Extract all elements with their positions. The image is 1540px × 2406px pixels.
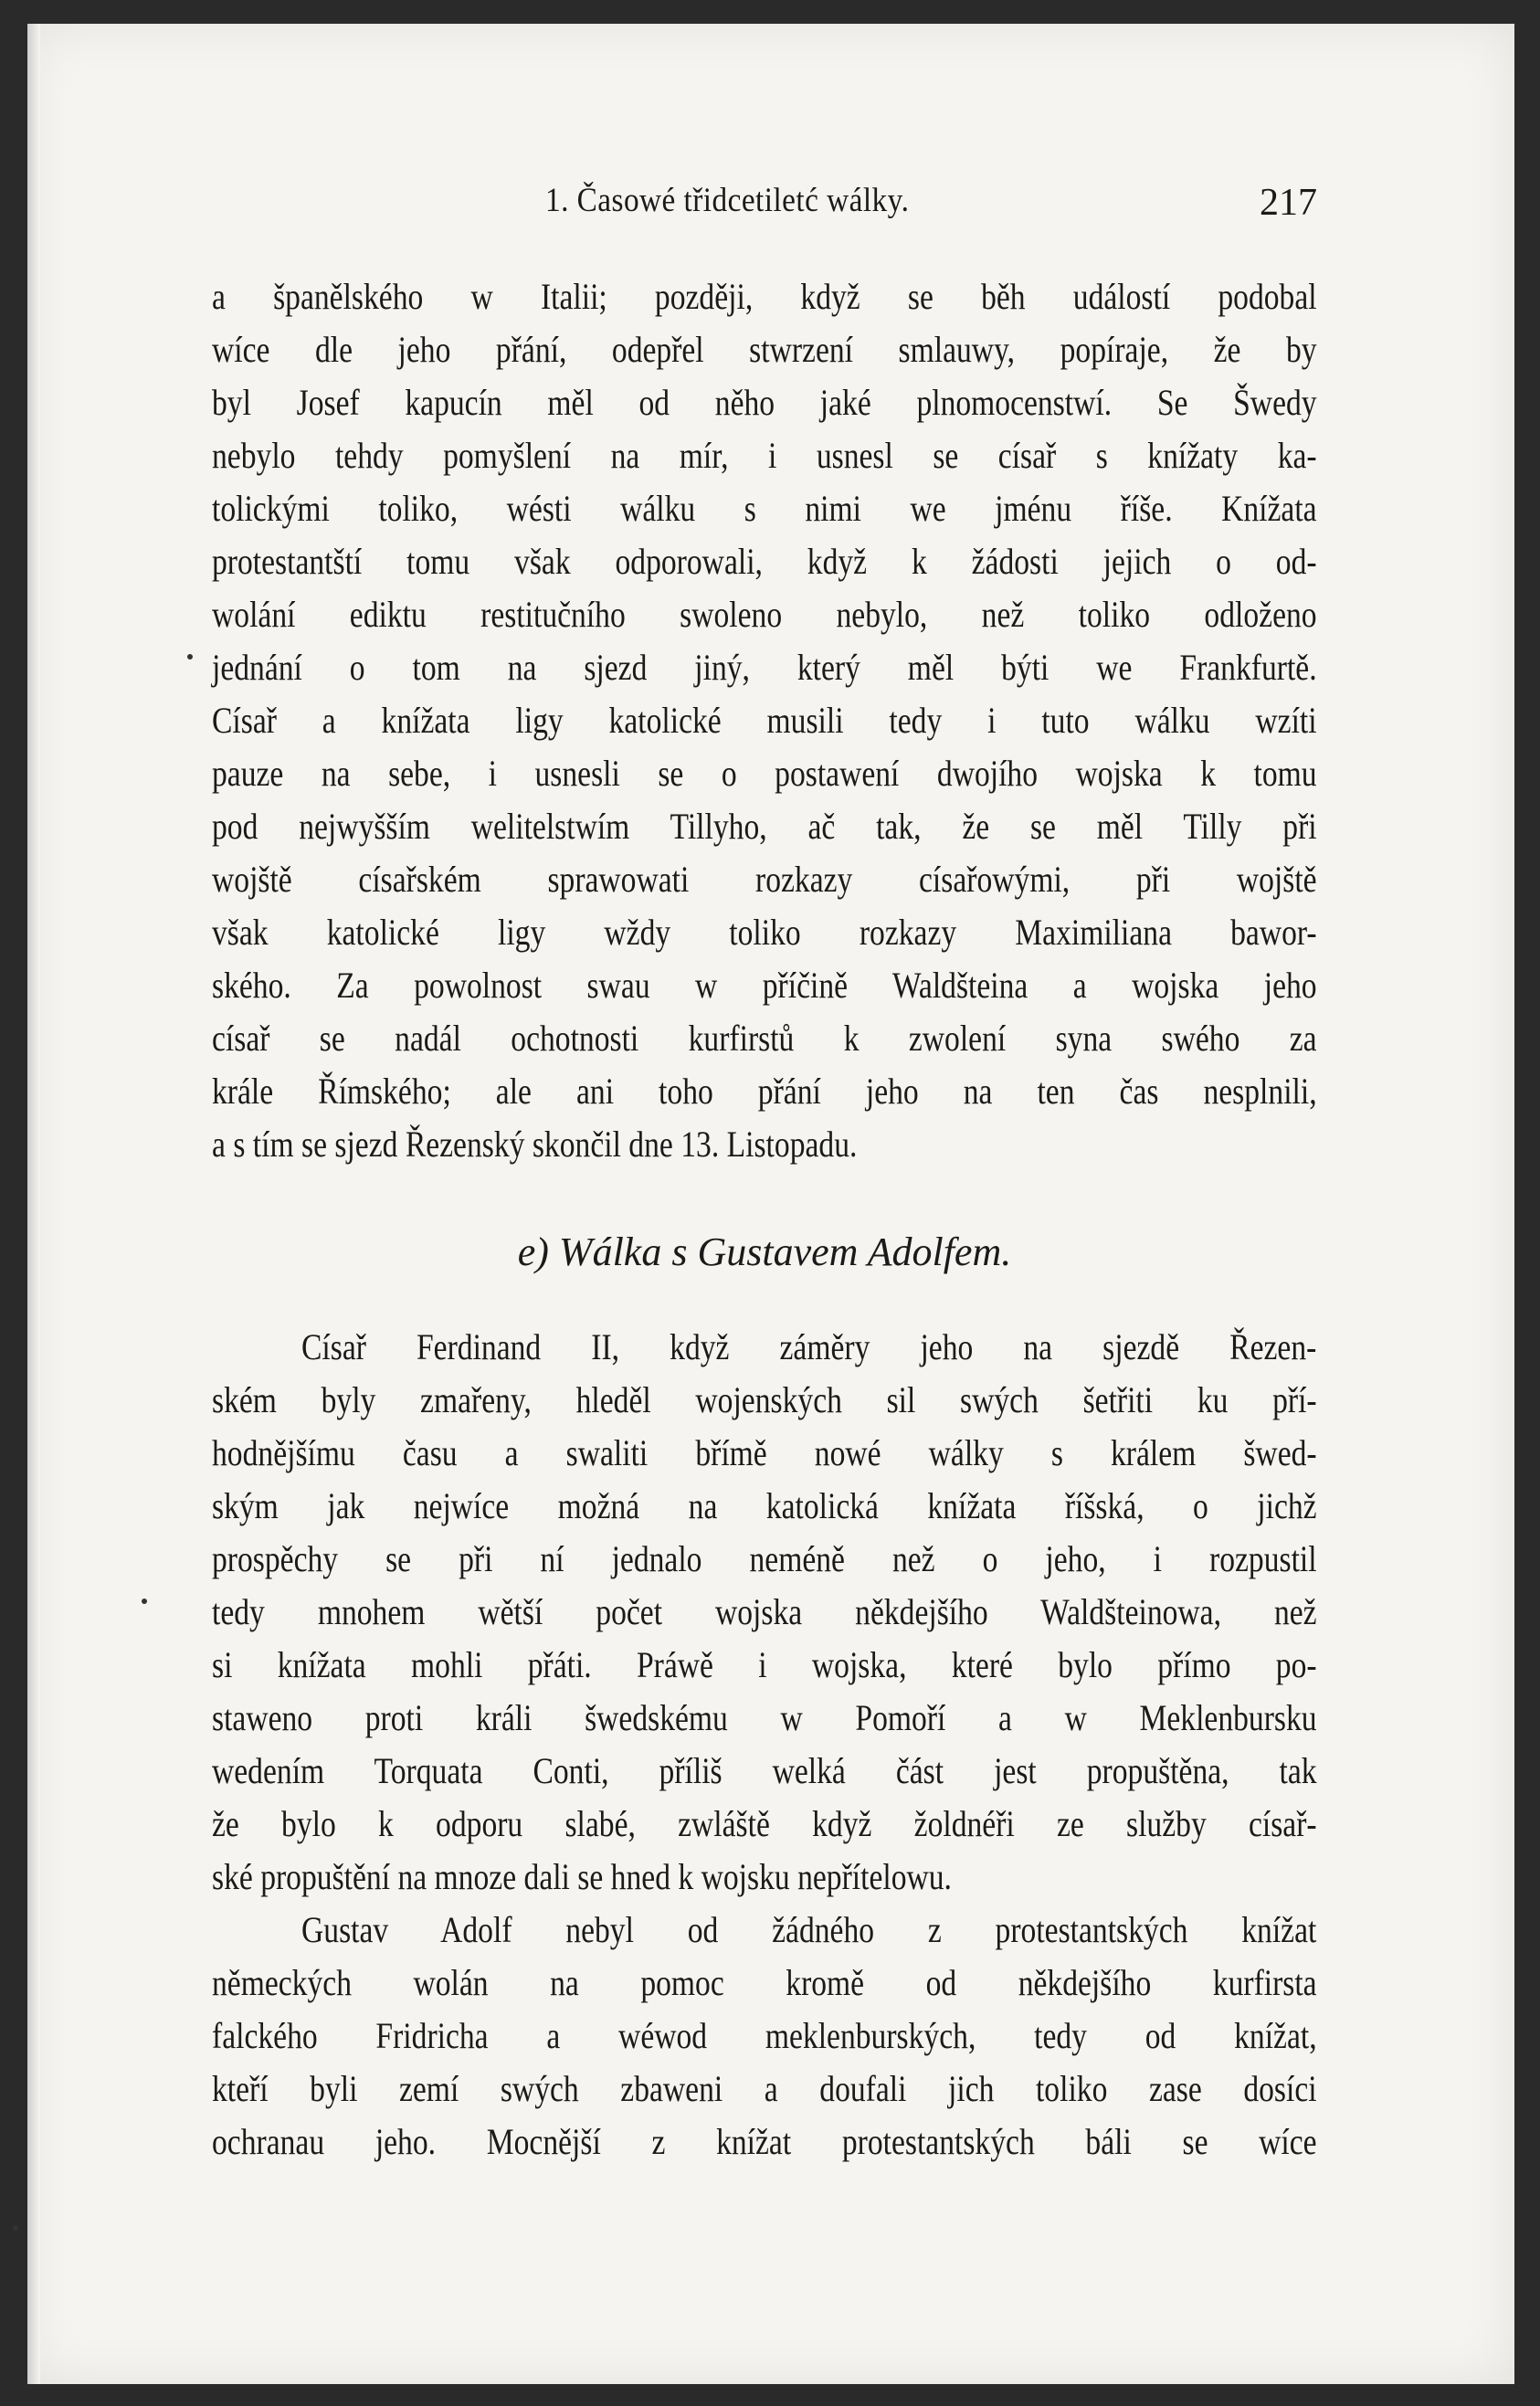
text-line: wedením Torquata Conti, příliš welká část jest propuštěna, tak (212, 1750, 1317, 1791)
text-line: krále Římského; ale ani toho přání jeho na ten čas nesplnili, (212, 1071, 1317, 1112)
text-line: wojště císařském sprawowati rozkazy císařowými, při wojště (212, 859, 1317, 900)
text-line: wolání ediktu restitučního swoleno nebylo, než toliko odloženo (212, 594, 1317, 635)
text-line: hodnějšímu času a swaliti břímě nowé wálky s králem šwed- (212, 1432, 1317, 1473)
text-line: Císař a knížata ligy katolické musili tedy i tuto wálku wzíti (212, 700, 1317, 741)
page-number: 217 (1260, 182, 1317, 224)
text-line: falckého Fridricha a wéwod meklenburských, tedy od knížat, (212, 2015, 1317, 2056)
text-line: ském byly zmařeny, hleděl wojenských sil swých šetřiti ku pří- (212, 1379, 1317, 1420)
page-edge (27, 24, 40, 2384)
text-line: německých wolán na pomoc kromě od někdejšího kurfirsta (212, 1962, 1317, 2003)
text-line: nebylo tehdy pomyšlení na mír, i usnesl se císař s knížaty ka- (212, 435, 1317, 476)
header-title: 1. Časowé třidcetiletć wálky. (545, 182, 910, 219)
scan-speck (13, 2225, 18, 2231)
scan-speck (187, 654, 193, 660)
text-line: však katolické ligy wždy toliko rozkazy Maximiliana bawor- (212, 912, 1317, 953)
section-title: e) Wálka s Gustavem Adolfem. (517, 1229, 1012, 1274)
text-line: stawеno proti králi šwedskému w Pomoří a w Meklenbursku (212, 1697, 1317, 1738)
text-line: ského. Za powolnost swau w příčině Waldšteina a wojska jeho (212, 965, 1317, 1006)
text-line: kteří byli zemí swých zbaweni a doufali jich toliko zase dosíci (212, 2068, 1317, 2109)
text-line: tolickými toliko, wésti wálku s nimi we jménu říše. Knížata (212, 488, 1317, 529)
scan-speck (142, 1599, 147, 1604)
text-line: že bylo k odporu slabé, zwláště když žoldnéři ze služby císař- (212, 1803, 1317, 1844)
running-header (212, 181, 1317, 228)
text-line: protestantští tomu však odporowali, když k žádosti jejich o od- (212, 541, 1317, 582)
text-line: wíce dle jeho přání, odepřel stwrzení smlauwy, popíraje, že by (212, 329, 1317, 370)
text-line: ské propuštění na mnoze dali se hned k wojsku nepřítelowu. (212, 1856, 952, 1897)
text-line: Gustav Adolf nebyl od žádného z protestantských knížat (301, 1909, 1317, 1950)
text-line: byl Josef kapucín měl od něho jaké plnomocenstwí. Se Šwedy (212, 382, 1317, 423)
text-line: pauze na sebe, i usnesli se o postawení dwojího wojska k tomu (212, 753, 1317, 794)
text-line: císař se nadál ochotnosti kurfirstů k zwolení syna swého za (212, 1018, 1317, 1059)
text-line: si knížata mohli přáti. Práwě i wojska, které bylo přímo po- (212, 1644, 1317, 1685)
text-line: Císař Ferdinand II, když záměry jeho na sjezdě Řezen- (301, 1326, 1317, 1367)
text-line: tedy mnohem wětší počet wojska někdejšího Waldšteinowa, než (212, 1591, 1317, 1632)
text-line: a španělského w Italii; později, když se běh událostí podobal (212, 276, 1317, 317)
text-line: ským jak nejwíce možná na katolická knížata říšská, o jichž (212, 1485, 1317, 1526)
text-line: a s tím se sjezd Řezenský skončil dne 13. Listopadu. (212, 1124, 858, 1165)
text-line: pod nejwyšším welitelstwím Tillyho, ač tak, že se měl Tilly při (212, 806, 1317, 847)
text-line: ochranau jeho. Mocnější z knížat protestantských báli se wíce (212, 2121, 1317, 2162)
text-line: jednání o tom na sjezd jiný, který měl býti we Frankfurtě. (212, 647, 1317, 688)
text-line: prospěchy se při ní jednalo neméně než o jeho, i rozpustil (212, 1538, 1317, 1579)
